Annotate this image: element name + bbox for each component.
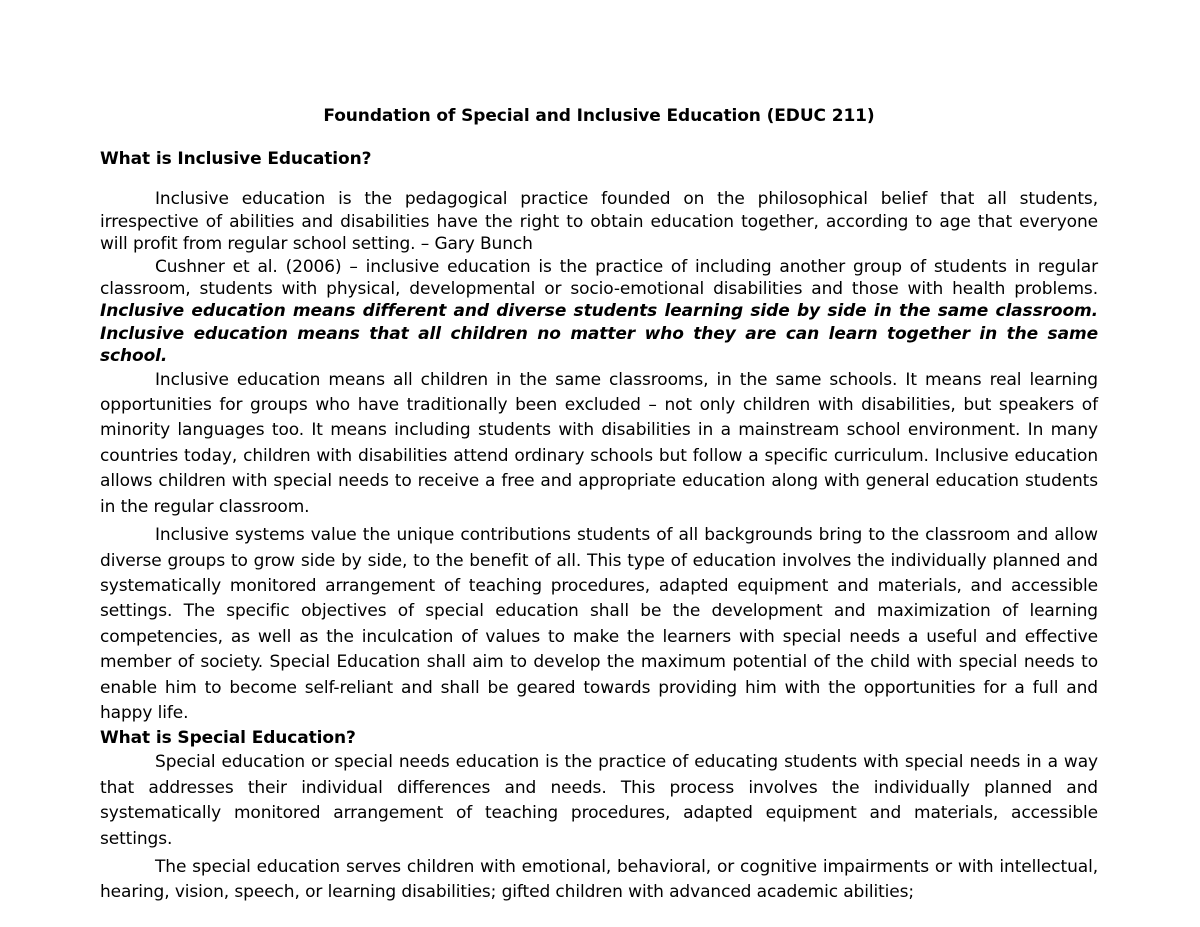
paragraph-inclusive-systems: Inclusive systems value the unique contributions students of all backgrounds bring to the classroom and allow diverse groups to grow side by side, to the benefit of all. This type of education involves the individually planned and systematically monitored arrangement of teaching procedures, adapted equipment and materials, and accessible settings. The specific objectives of special education shall be the development and maximization of learning competencies, as well as the inculcation of values to make the learners with special needs a useful and effective member of society. Special Education shall aim to develop the maximum potential of the child with special needs to enable him to become self-reliant and shall be geared towards providing him with the opportunities for a full and happy life. xyxy=(100,525,1098,723)
paragraph-special-education-definition: Special education or special needs education is the practice of educating students with special needs in a way that addresses their individual differences and needs. This process involves the individually planned and systematically monitored arrangement of teaching procedures, adapted equipment and materials, accessible settings. xyxy=(100,752,1098,849)
document-body xyxy=(100,104,1098,906)
paragraph-cushner-text: Cushner et al. (2006) – inclusive education is the practice of including another group of students in regular classroom, students with physical, developmental or socio-emotional disabilities and those with health problems. xyxy=(100,256,1098,300)
paragraph-gary-bunch-definition: Inclusive education is the pedagogical practice founded on the philosophical belief that all students, irrespective of abilities and disabilities have the right to obtain education together, according to age that everyone will profit from regular school setting. – Gary Bunch xyxy=(100,189,1098,255)
paragraph-inclusive-meaning: Inclusive education means all children in the same classrooms, in the same schools. It means real learning opportunities for groups who have traditionally been excluded – not only children with disabilities, but speakers of minority languages too. It means including students with disabilities in a mainstream school environment. In many countries today, children with disabilities attend ordinary schools but follow a specific curriculum. Inclusive education allows children with special needs to receive a free and appropriate education along with general education students in the regular classroom. xyxy=(100,369,1098,517)
paragraph-cushner-emphasis: Inclusive education means different and diverse students learning side by side in the same classroom. Inclusive education means that all children no matter who they are can learn together in the same school. xyxy=(100,301,1098,367)
section-heading-special-education: What is Special Education? xyxy=(100,728,356,749)
document-title: Foundation of Special and Inclusive Education (EDUC 211) xyxy=(323,106,875,126)
section-heading-inclusive-education: What is Inclusive Education? xyxy=(100,149,372,169)
paragraph-cushner-definition xyxy=(100,256,1098,368)
paragraph-special-education-serves: The special education serves children with emotional, behavioral, or cognitive impairments or with intellectual, hearing, vision, speech, or learning disabilities; gifted children with advanced academic abilities; xyxy=(100,856,1098,903)
